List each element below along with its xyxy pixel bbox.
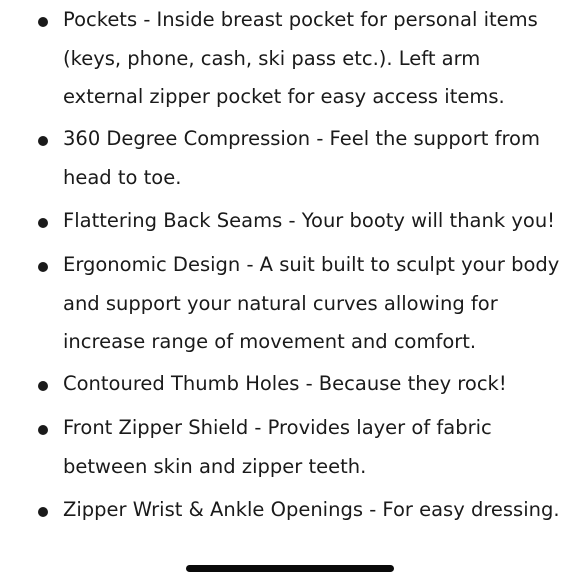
bullet-icon — [38, 425, 48, 435]
bullet-icon — [38, 381, 48, 391]
list-item-text: Flattering Back Seams - Your booty will thank you! — [63, 209, 555, 232]
bullet-icon — [38, 17, 48, 27]
list-item-text: Ergonomic Design - A suit built to sculpt your body and support your natural curves allowing for increase range of movement and comfort. — [63, 253, 560, 353]
list-item-text: Zipper Wrist & Ankle Openings - For easy dressing. — [63, 498, 560, 521]
list-item-text: Front Zipper Shield - Provides layer of fabric between skin and zipper teeth. — [63, 416, 492, 478]
bullet-icon — [38, 262, 48, 272]
bullet-icon — [38, 218, 48, 228]
list-item-text: Contoured Thumb Holes - Because they rock! — [63, 372, 507, 395]
list-item-text: Pockets - Inside breast pocket for personal items (keys, phone, cash, ski pass etc.). Left arm external zipper pocket for easy access items. — [63, 8, 538, 108]
bullet-icon — [38, 136, 48, 146]
list-item-text: 360 Degree Compression - Feel the support from head to toe. — [63, 127, 540, 189]
bullet-icon — [38, 507, 48, 517]
home-indicator[interactable] — [186, 565, 394, 572]
